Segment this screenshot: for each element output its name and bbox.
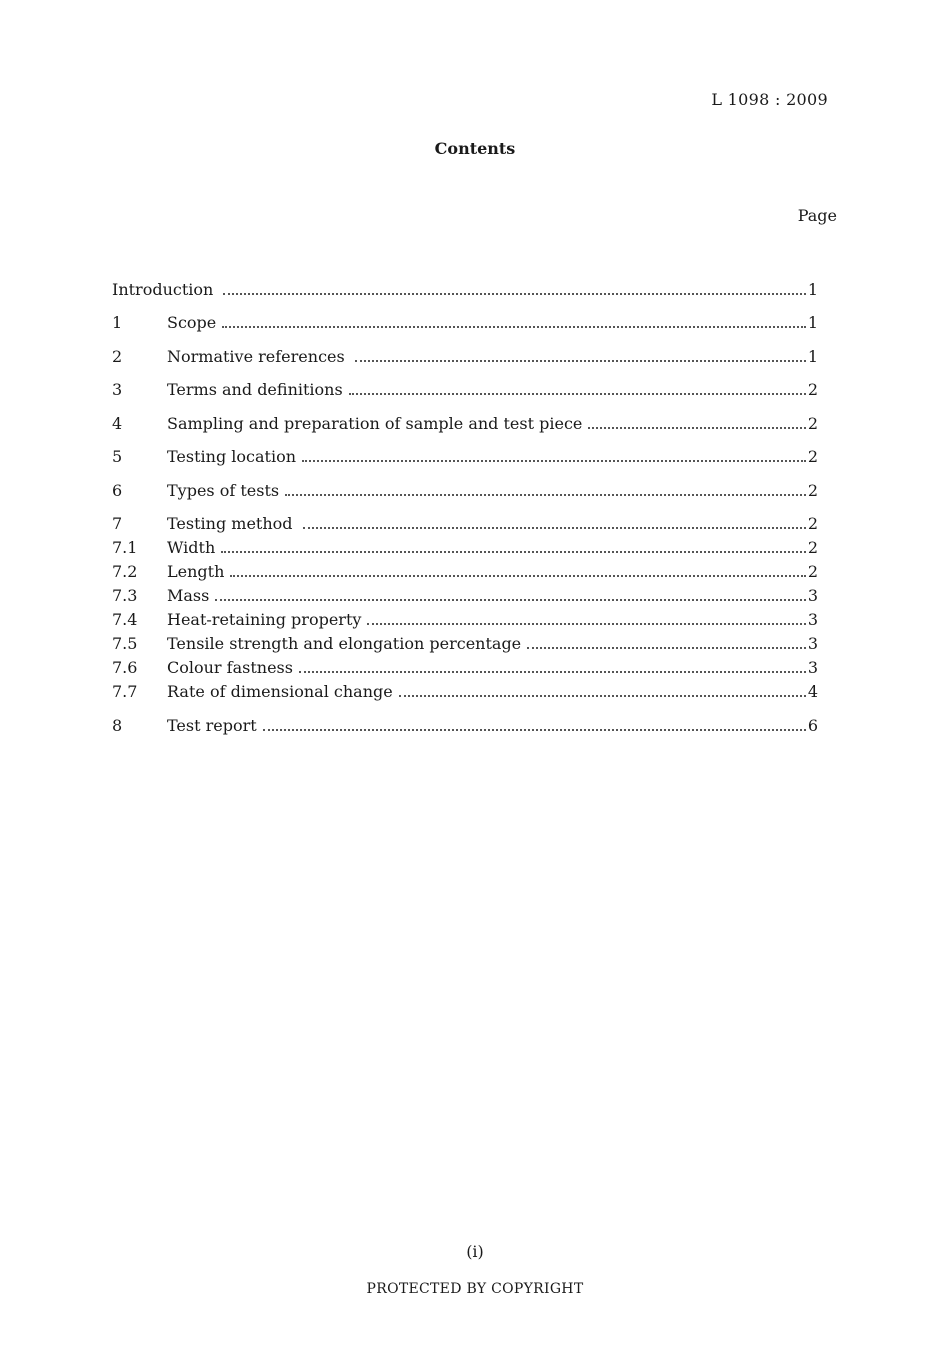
toc-entry-title: Test report: [167, 715, 257, 735]
toc-leader: [399, 694, 806, 697]
toc-entry-page: 3: [807, 658, 818, 677]
toc-entry-page: 1: [807, 280, 818, 299]
toc-entry-title: Length: [167, 562, 225, 581]
toc-leader: [299, 670, 806, 673]
toc-entry-number: 6: [112, 480, 123, 500]
toc-entry-number: 7: [112, 514, 123, 533]
table-of-contents: [112, 278, 818, 738]
toc-leader: [303, 526, 806, 529]
toc-leader: [302, 459, 806, 462]
toc-entry[interactable]: [112, 714, 818, 738]
toc-entry-title: Introduction: [112, 280, 214, 299]
toc-entry-page: 1: [807, 346, 818, 366]
toc-entry-title: Normative references: [167, 346, 345, 366]
toc-entry[interactable]: [112, 412, 818, 436]
toc-entry-page: 3: [807, 634, 818, 653]
toc-entry[interactable]: [112, 584, 818, 608]
toc-leader: [285, 493, 806, 496]
toc-entry-page: 6: [807, 715, 818, 735]
toc-entry-number: 7.7: [112, 682, 138, 701]
toc-entry-title: Testing location: [167, 447, 297, 466]
toc-entry-number: 7.5: [112, 634, 138, 653]
toc-leader: [223, 292, 805, 295]
toc-leader: [367, 622, 805, 625]
toc-leader: [215, 598, 805, 601]
toc-entry-number: 7.6: [112, 658, 138, 677]
toc-entry-page: 2: [807, 480, 818, 500]
toc-entry-title: Types of tests: [167, 480, 280, 500]
toc-entry[interactable]: [112, 656, 818, 680]
page-title: Contents: [434, 139, 516, 158]
toc-leader: [230, 574, 805, 577]
toc-entry-page: 2: [807, 447, 818, 466]
toc-entry-number: 5: [112, 447, 123, 466]
toc-entry[interactable]: [112, 445, 818, 469]
toc-entry[interactable]: [112, 536, 818, 560]
toc-entry-number: 7.3: [112, 586, 138, 605]
copyright-notice: PROTECTED BY COPYRIGHT: [366, 1281, 584, 1297]
toc-leader: [355, 359, 806, 362]
toc-leader: [527, 646, 806, 649]
toc-entry[interactable]: [112, 680, 818, 704]
standard-id: L 1098 : 2009: [711, 90, 828, 109]
page-column-label: Page: [797, 206, 837, 225]
toc-entry-title: Terms and definitions: [167, 380, 343, 399]
toc-entry-number: 8: [112, 715, 123, 735]
toc-entry-page: 4: [807, 682, 818, 701]
toc-leader: [221, 550, 806, 553]
toc-entry-title: Rate of dimensional change: [167, 682, 393, 701]
toc-entry-title: Sampling and preparation of sample and test piece: [167, 413, 583, 433]
toc-entry-number: 2: [112, 346, 123, 366]
toc-entry[interactable]: [112, 632, 818, 656]
toc-entry-title: Heat-retaining property: [167, 610, 362, 629]
toc-entry-title: Mass: [167, 586, 210, 605]
toc-entry[interactable]: [112, 560, 818, 584]
toc-entry[interactable]: [112, 479, 818, 503]
toc-entry-title: Testing method: [167, 514, 293, 533]
toc-entry[interactable]: [112, 608, 818, 632]
toc-entry-number: 4: [112, 413, 123, 433]
toc-entry-page: 2: [807, 562, 818, 581]
toc-entry-title: Scope: [167, 313, 217, 332]
toc-entry[interactable]: [112, 345, 818, 369]
toc-entry[interactable]: [112, 512, 818, 536]
toc-entry-number: 7.1: [112, 538, 138, 557]
toc-entry-number: 3: [112, 380, 123, 399]
toc-leader: [588, 426, 805, 429]
toc-entry-page: 2: [807, 380, 818, 399]
page-folio: (i): [466, 1242, 484, 1261]
toc-entry-page: 1: [807, 313, 818, 332]
toc-leader: [349, 392, 806, 395]
toc-entry-page: 2: [807, 514, 818, 533]
toc-entry-title: Tensile strength and elongation percentage: [167, 634, 522, 653]
toc-entry[interactable]: [112, 378, 818, 402]
toc-entry[interactable]: [112, 311, 818, 335]
toc-entry-title: Width: [167, 538, 216, 557]
toc-entry-page: 2: [807, 538, 818, 557]
toc-entry-page: 3: [807, 586, 818, 605]
toc-leader: [263, 728, 806, 731]
toc-entry-page: 3: [807, 610, 818, 629]
toc-leader: [222, 325, 806, 328]
toc-entry-number: 1: [112, 313, 123, 332]
toc-entry-number: 7.4: [112, 610, 138, 629]
toc-entry-page: 2: [807, 413, 818, 433]
toc-entry-title: Colour fastness: [167, 658, 293, 677]
toc-entry-number: 7.2: [112, 562, 138, 581]
toc-entry[interactable]: [112, 278, 818, 302]
